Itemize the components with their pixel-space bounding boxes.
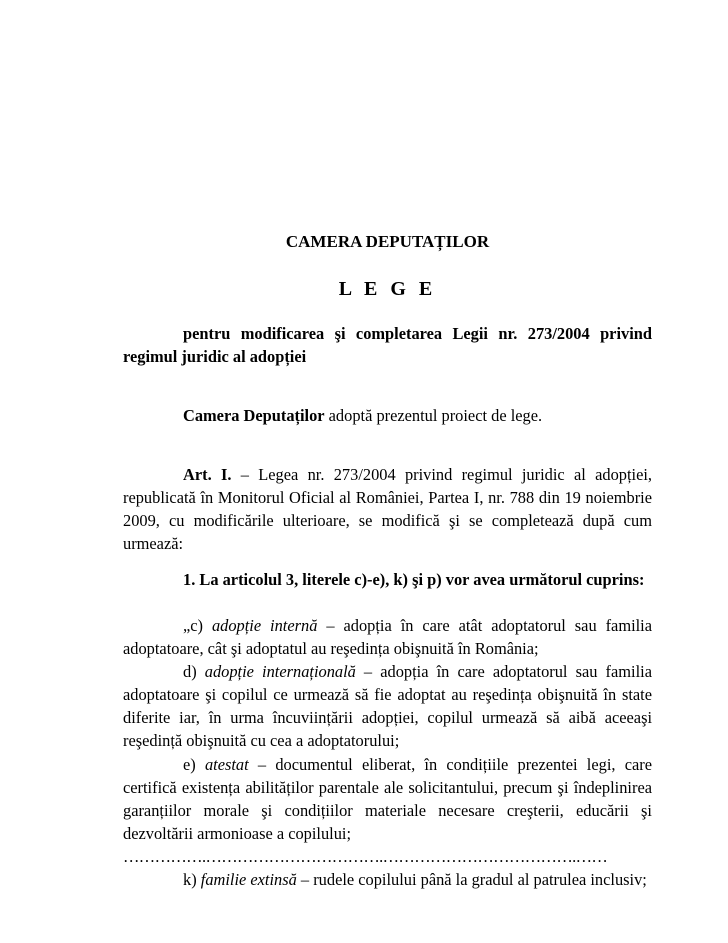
definition-text: – adopția în care atât adoptatorul sau familia adoptatoare, cât şi adoptatul au reşedința obişnuită în România; — [123, 616, 653, 659]
law-subtitle — [123, 322, 652, 368]
definition-d — [123, 660, 652, 752]
definition-term: atestat — [204, 754, 249, 774]
subtitle-line-2: regimul juridic al adopției — [123, 347, 307, 367]
definition-text: – adopția în care adoptatorul sau familia adoptatoare şi copilul ce urmează să fie adoptat au reşedința obişnuită în state diferite iar, în urma încuviințării adopției, copilul urmează să aibă aceeaşi reşedință obişnuită cu cea a adoptatorului; — [123, 662, 652, 751]
point-heading-text: 1. La articolul 3, literele c)-e), k) şi p) vor avea următorul cuprins: — [183, 570, 645, 589]
definition-prefix: k) — [183, 870, 201, 890]
ellipsis-line: …………….…………………………….……………………………….…… — [123, 846, 608, 866]
definition-prefix: „c) — [183, 616, 212, 635]
definition-prefix: e) — [183, 754, 205, 774]
definition-c — [123, 614, 652, 660]
adoption-text: adoptă prezentul proiect de lege. — [324, 406, 543, 425]
definition-text: – rudele copilului până la gradul al patrulea inclusiv; — [296, 870, 647, 890]
definition-text: – documentul eliberat, în condițiile prezentei legi, care certifică existența abilităților parentale ale solicitantului, precum şi îndeplinirea garanțiilor morale şi condițiilor materiale necesare creşterii, educării şi dezvoltării armonioase a copilului; — [123, 754, 652, 843]
article-1 — [123, 463, 652, 555]
definition-e — [123, 753, 652, 845]
article-label: Art. I. — [183, 465, 232, 484]
definition-prefix: d) — [183, 662, 205, 682]
chamber-name: Camera Deputaților — [183, 406, 325, 425]
definition-term: adopție internă — [211, 616, 318, 635]
subtitle-line-1: pentru modificarea şi completarea Legii nr. 273/2004 privind — [183, 324, 652, 343]
definitions-list — [123, 614, 652, 891]
definition-k — [123, 868, 652, 891]
definition-term: familie extinsă — [200, 870, 297, 890]
definition-term: adopție internațională — [204, 662, 356, 682]
article-text: – Legea nr. 273/2004 privind regimul juridic al adopției, republicată în Monitorul Oficial al României, Partea I, nr. 788 din 19 noiembrie 2009, cu modificările ulterioare, se modifică şi se completează după cum urmează: — [123, 465, 652, 554]
law-title: L E G E — [338, 278, 437, 300]
chamber-heading: CAMERA DEPUTAȚILOR — [285, 232, 490, 251]
adoption-statement — [123, 404, 652, 427]
point-1-heading — [123, 568, 652, 591]
